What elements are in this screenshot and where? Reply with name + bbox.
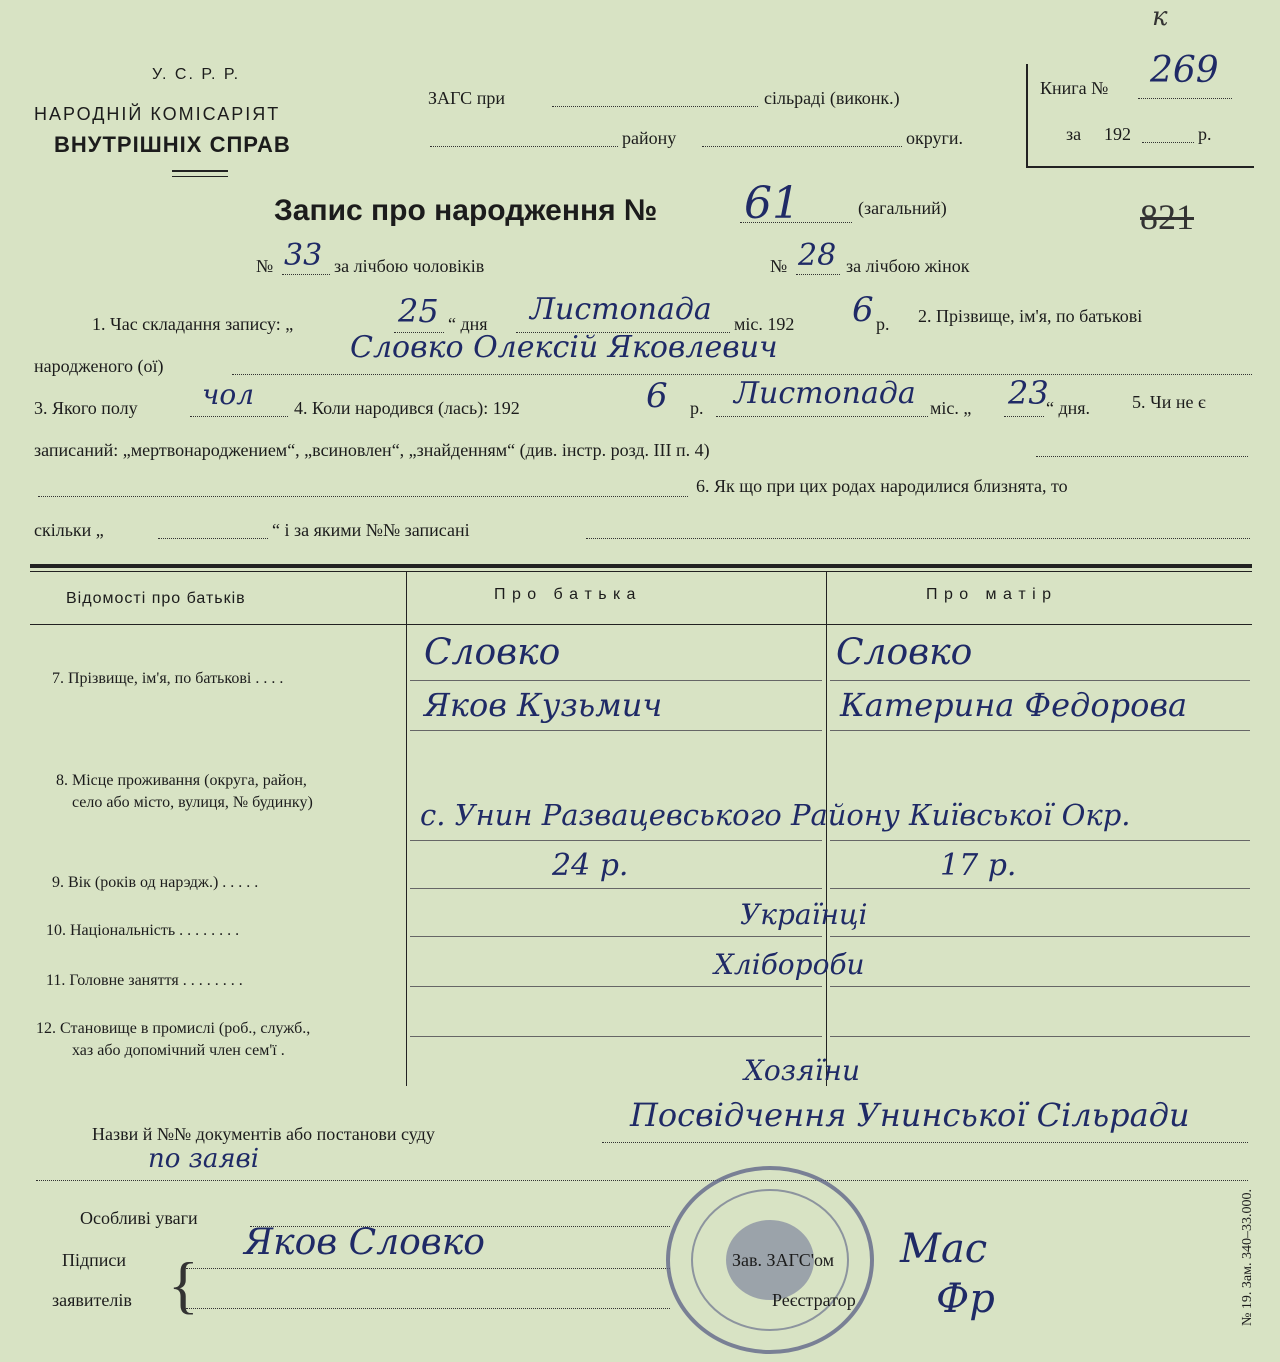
item5-field-2[interactable]: [38, 496, 688, 497]
item2-born-label: народженого (ої): [34, 356, 164, 376]
table-header-rule: [30, 624, 1252, 625]
mother-line-1: [830, 680, 1250, 681]
item5-text: записаний: „мертвонароджением“, „всиновлен“, „знайденням“ (див. інстр. розд. III п. 4): [34, 440, 710, 460]
mother-line-5: [830, 936, 1250, 937]
book-year-r: р.: [1198, 124, 1212, 144]
birth-mis: міс. „: [930, 398, 972, 418]
parents-position: Хозяїни: [744, 1054, 861, 1087]
father-line-1: [410, 680, 822, 681]
father-line-3: [410, 840, 822, 841]
father-line-5: [410, 936, 822, 937]
documents-label: Назви й №№ документів або постанови суду: [92, 1124, 435, 1144]
twins-numbers-field[interactable]: [586, 538, 1250, 539]
row-label-position-2: хаз або допомічний член сем'ї .: [72, 1042, 285, 1059]
record-title: Запис про народження №: [274, 194, 658, 227]
header-divider-2: [172, 176, 228, 177]
child-sex-line: [190, 416, 288, 417]
row-label-residence: 8. Місце проживання (округа, район,: [56, 772, 307, 789]
men-no-label: №: [256, 256, 274, 276]
father-line-4: [410, 888, 822, 889]
women-count-label: за лічбою жінок: [846, 256, 970, 276]
header-father: П р о б а т ь к а: [494, 586, 637, 603]
row-label-name: 7. Прізвище, ім'я, по батькові . . . .: [52, 670, 284, 687]
twins-numbers-label: “ і за якими №№ записані: [272, 520, 470, 540]
parents-occupation: Хлібороби: [714, 948, 865, 981]
item5-label: 5. Чи не є: [1132, 392, 1206, 412]
book-label: Книга №: [1040, 78, 1109, 98]
documents-value: Посвідчення Унинської Сільради: [630, 1096, 1190, 1134]
item1-r: р.: [876, 314, 890, 334]
raion-field[interactable]: [430, 146, 618, 147]
item1-label: 1. Час складання запису: „: [92, 314, 294, 334]
header-mother: П р о м а т і р: [926, 586, 1052, 603]
mother-line-3: [830, 840, 1250, 841]
book-year-za: за: [1066, 124, 1082, 144]
side-print-mark: № 19. Зам. 340–33.000.: [1240, 1189, 1255, 1326]
mother-surname: Словко: [836, 632, 973, 673]
mother-given-names: Катерина Федорова: [840, 686, 1188, 724]
table-col-divider-1: [406, 572, 407, 1086]
internal-affairs-label: ВНУТРІШНІХ СПРАВ: [54, 132, 291, 157]
women-number: 28: [798, 238, 837, 273]
child-sex: чол: [202, 378, 255, 411]
signatures-label: Підписи: [62, 1250, 127, 1270]
child-name: Словко Олексій Яковлевич: [350, 330, 778, 365]
men-number: 33: [284, 238, 323, 273]
notes-label: Особливі уваги: [80, 1208, 198, 1228]
child-name-line: [232, 374, 1252, 375]
mother-line-2: [830, 730, 1250, 731]
corner-mark: к: [1152, 2, 1168, 32]
row-label-nationality: 10. Національність . . . . . . . .: [46, 922, 240, 939]
signature-line-1[interactable]: [186, 1268, 670, 1269]
zags-field[interactable]: [552, 106, 758, 107]
general-label: (загальний): [858, 198, 947, 218]
father-line-7: [410, 1036, 822, 1037]
women-number-line: [796, 274, 840, 275]
item4-r: р.: [690, 398, 704, 418]
row-label-residence-2: село або місто, вулиця, № будинку): [72, 794, 313, 811]
father-line-6: [410, 986, 822, 987]
father-age: 24 р.: [552, 848, 629, 883]
item1-mis: міс. 192: [734, 314, 795, 334]
signatures-brace: {: [168, 1249, 199, 1320]
item1-dnya: “ дня: [448, 314, 488, 334]
item1-year: 6: [852, 290, 874, 330]
book-year-field[interactable]: [1142, 142, 1194, 143]
women-no-label: №: [770, 256, 788, 276]
table-top-rule-2: [30, 571, 1252, 572]
head-label: Зав. ЗАГС'ом: [732, 1250, 834, 1270]
birth-month-line: [716, 416, 928, 417]
raion-label: району: [622, 128, 677, 148]
row-label-occupation: 11. Головне заняття . . . . . . . .: [46, 972, 243, 989]
father-line-2: [410, 730, 822, 731]
birth-day: 23: [1008, 374, 1049, 412]
mother-age: 17 р.: [940, 848, 1017, 883]
registrar-label: Реєстратор: [772, 1290, 856, 1310]
twins-count-field[interactable]: [158, 538, 268, 539]
silradi-label: сільраді (виконк.): [764, 88, 900, 108]
zags-label: ЗАГС при: [428, 88, 505, 108]
birth-day-line: [1004, 416, 1044, 417]
applicant-signature: Яков Словко: [244, 1222, 485, 1263]
head-signature: Мас: [900, 1226, 988, 1272]
parents-residence: с. Унин Развацевського Району Київської Окр.: [420, 798, 1131, 832]
item6-label: 6. Як що при цих родах народилися близнята, то: [696, 476, 1068, 496]
signature-line-2[interactable]: [186, 1308, 670, 1309]
header-divider: [172, 170, 228, 172]
father-surname: Словко: [424, 632, 561, 673]
row-label-position: 12. Становище в промислі (роб., служб.,: [36, 1020, 311, 1037]
item5-field[interactable]: [1036, 456, 1248, 457]
table-top-rule: [30, 564, 1252, 568]
mother-line-6: [830, 986, 1250, 987]
item4-label: 4. Коли народився (лась): 192: [294, 398, 520, 418]
okrug-field[interactable]: [702, 146, 902, 147]
record-number: 61: [744, 178, 800, 229]
item1-day: 25: [398, 292, 439, 330]
item2-label: 2. Прізвище, ім'я, по батькові: [918, 306, 1143, 326]
documents-line-2: [36, 1180, 1248, 1181]
book-number-line: [1138, 98, 1232, 99]
father-given-names: Яков Кузьмич: [424, 686, 663, 724]
ussr-label: У. С. Р. Р.: [152, 66, 241, 83]
men-number-line: [282, 274, 330, 275]
birth-dnya: “ дня.: [1046, 398, 1091, 418]
item3-label: 3. Якого полу: [34, 398, 138, 418]
registrar-signature: Фр: [936, 1276, 995, 1322]
mother-line-4: [830, 888, 1250, 889]
parents-nationality: Українці: [740, 898, 868, 931]
twins-label: скільки „: [34, 520, 104, 540]
row-label-age: 9. Вік (років од нарэдж.) . . . . .: [52, 874, 259, 891]
documents-value-2: по заяві: [148, 1144, 260, 1174]
record-number-line: [740, 222, 852, 223]
men-count-label: за лічбою чоловіків: [334, 256, 485, 276]
book-number: 269: [1150, 50, 1219, 91]
applicants-label: заявителів: [52, 1290, 132, 1310]
okrug-label: округи.: [906, 128, 964, 148]
item1-month: Листопада: [530, 292, 712, 327]
book-year-prefix: 192: [1104, 124, 1131, 144]
mother-line-7: [830, 1036, 1250, 1037]
documents-line: [602, 1142, 1248, 1143]
commissariat-label: НАРОДНІЙ КОМІСАРІЯТ: [34, 104, 281, 124]
birth-month: Листопада: [734, 376, 916, 411]
header-parents-info: Відомості про батьків: [66, 590, 246, 607]
birth-year: 6: [646, 376, 668, 416]
side-number: 821: [1140, 197, 1194, 237]
